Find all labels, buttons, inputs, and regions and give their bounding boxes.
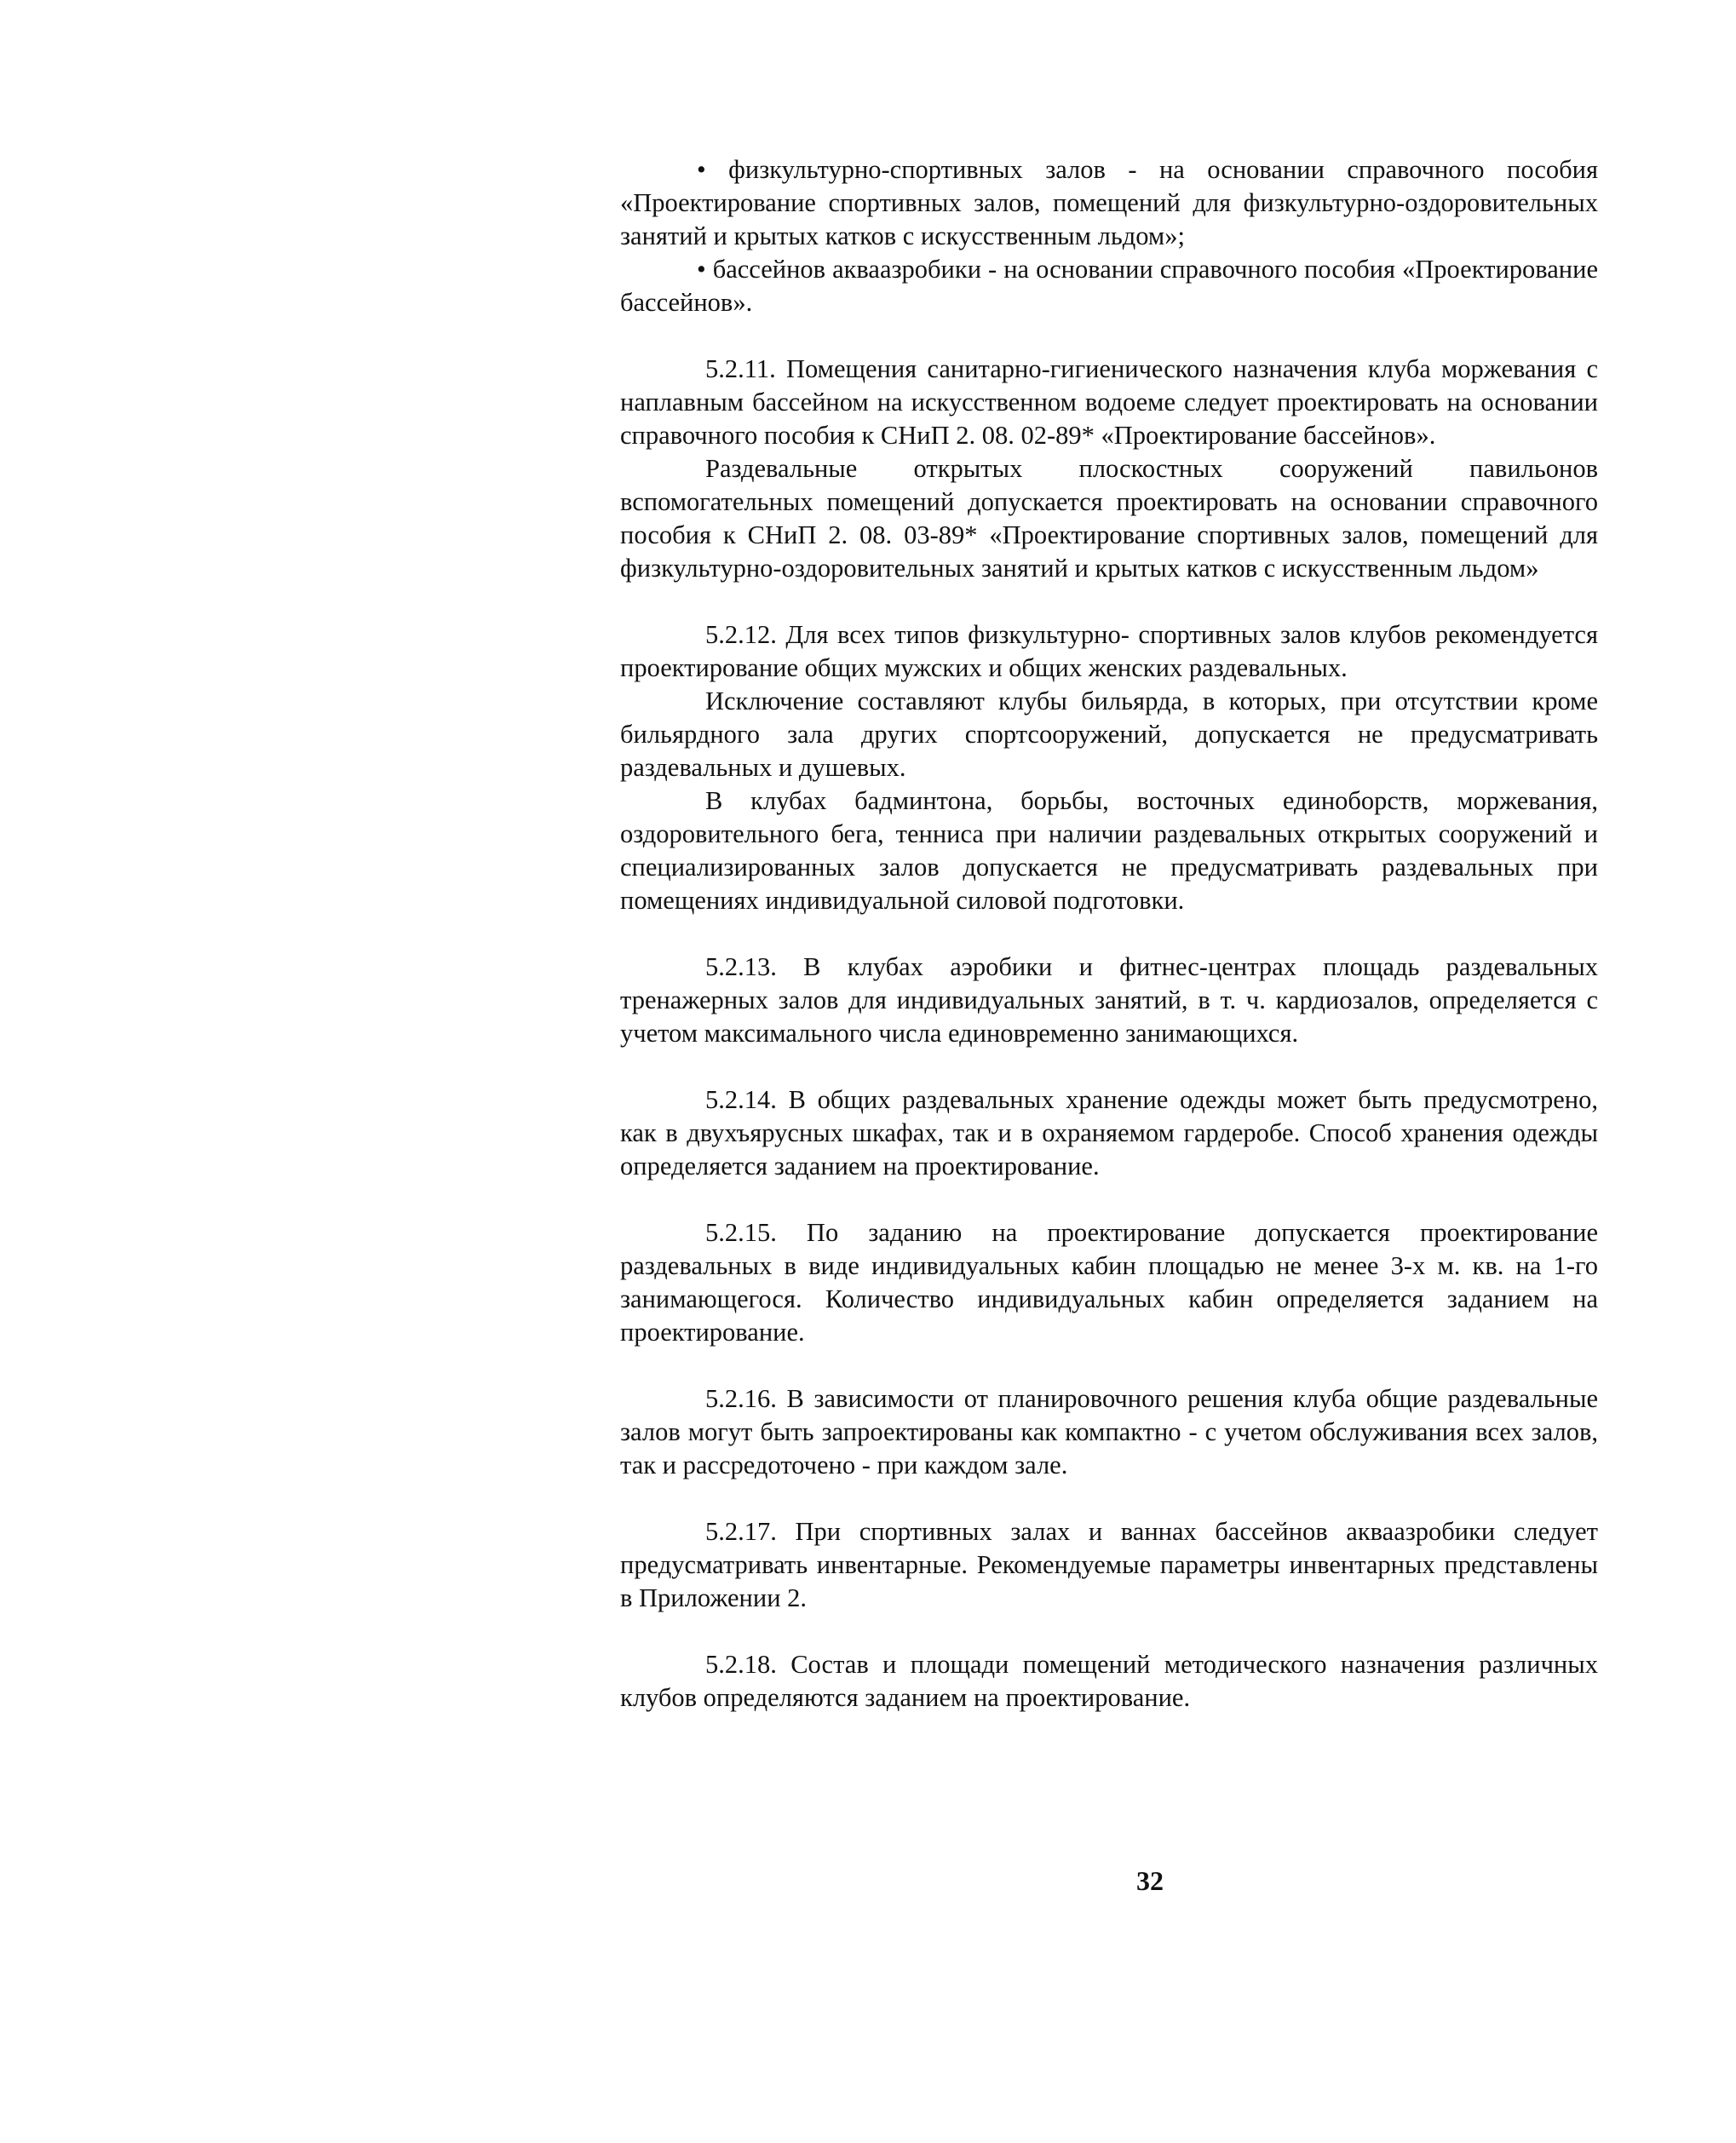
paragraph: 5.2.18. Состав и площади помещений методического назначения различных клубов определяются заданием на проектирование. <box>620 1650 1598 1712</box>
section-5-2-17 <box>620 1515 1598 1615</box>
section-5-2-16 <box>620 1382 1598 1482</box>
section-5-2-13 <box>620 951 1598 1050</box>
section-5-2-14 <box>620 1083 1598 1183</box>
paragraph: В клубах бадминтона, борьбы, восточных единоборств, моржевания, оздоровительного бега, тенниса при наличии раздевальных открытых сооружений и специализированных залов допускается не предусматривать раздевальных при помещениях индивидуальной силовой подготовки. <box>620 786 1598 915</box>
page-number: 32 <box>1136 1865 1164 1896</box>
document-page <box>620 153 1598 1715</box>
section-5-2-15 <box>620 1216 1598 1349</box>
paragraph: 5.2.11. Помещения санитарно-гигиенического назначения клуба моржевания с наплавным бассейном на искусственном водоеме следует проектировать на основании справочного пособия к СНиП 2. 08. 02-89* «Проектирование бассейнов». <box>620 354 1598 450</box>
paragraph: 5.2.13. В клубах аэробики и фитнес-центрах площадь раздевальных тренажерных залов для индивидуальных занятий, в т. ч. кардиозалов, определяется с учетом максимального числа единовременно занимающихся. <box>620 952 1598 1048</box>
bullet-item-sports-halls: • физкультурно-спортивных залов - на основании справочного пособия «Проектирование спортивных залов, помещений для физкультурно-оздоровительных занятий и крытых катков с искусственным льдом»; <box>620 155 1598 250</box>
paragraph: 5.2.12. Для всех типов физкультурно- спортивных залов клубов рекомендуется проектирование общих мужских и общих женских раздевальных. <box>620 620 1598 682</box>
paragraph: 5.2.17. При спортивных залах и ваннах бассейнов акваазробики следует предусматривать инвентарные. Рекомендуемые параметры инвентарных представлены в Приложении 2. <box>620 1517 1598 1612</box>
bullet-item-pools: • бассейнов акваазробики - на основании справочного пособия «Проектирование бассейнов». <box>620 255 1598 317</box>
bullet-list <box>620 153 1598 319</box>
paragraph: 5.2.14. В общих раздевальных хранение одежды может быть предусмотрено, как в двухъярусных шкафах, так и в охраняемом гардеробе. Способ хранения одежды определяется заданием на проектирование. <box>620 1085 1598 1181</box>
section-5-2-11 <box>620 353 1598 585</box>
paragraph: 5.2.15. По заданию на проектирование допускается проектирование раздевальных в виде индивидуальных кабин площадью не менее 3-х м. кв. на 1-го занимающегося. Количество индивидуальных кабин определяется заданием на проектирование. <box>620 1218 1598 1347</box>
paragraph: Исключение составляют клубы бильярда, в которых, при отсутствии кроме бильярдного зала других спортсооружений, допускается не предусматривать раздевальных и душевых. <box>620 687 1598 782</box>
section-5-2-12 <box>620 618 1598 917</box>
paragraph: 5.2.16. В зависимости от планировочного решения клуба общие раздевальные залов могут быть запроектированы как компактно - с учетом обслуживания всех залов, так и рассредоточено - при каждом зале. <box>620 1384 1598 1479</box>
paragraph: Раздевальные открытых плоскостных сооружений павильонов вспомогательных помещений допускается проектировать на основании справочного пособия к СНиП 2. 08. 03-89* «Проектирование спортивных залов, помещений для физкультурно-оздоровительных занятий и крытых катков с искусственным льдом» <box>620 454 1598 583</box>
section-5-2-18 <box>620 1648 1598 1715</box>
